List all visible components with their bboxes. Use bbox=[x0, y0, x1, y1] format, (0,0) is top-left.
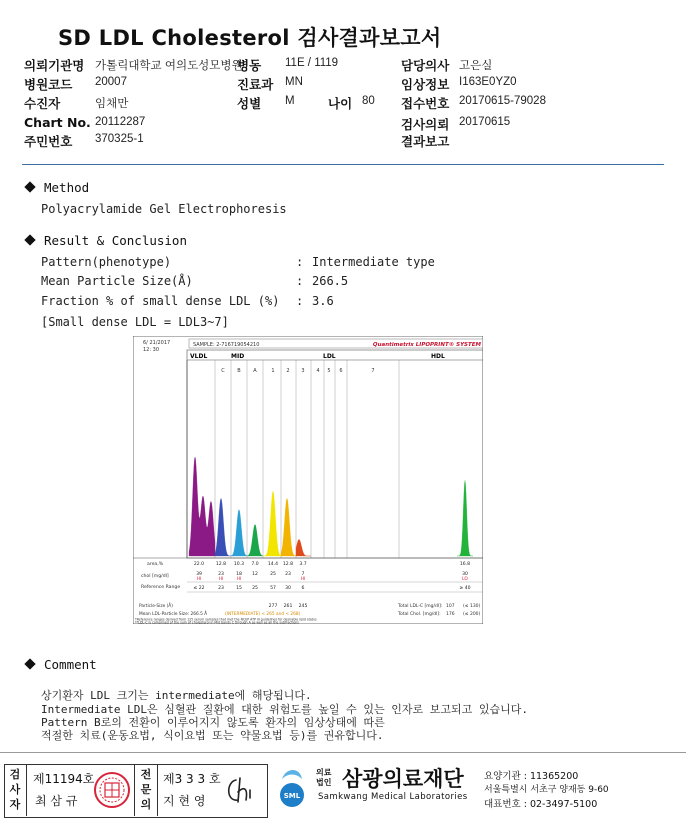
specialist-label-char: 의 bbox=[140, 798, 152, 811]
ref-value: 25 bbox=[252, 586, 258, 591]
method-heading-text: Method bbox=[44, 180, 90, 195]
corp-label bbox=[316, 768, 331, 788]
total-ldl-value: 107 bbox=[446, 604, 455, 609]
org-name: 삼광의료재단 bbox=[342, 767, 464, 791]
chol-flag: HI bbox=[196, 577, 202, 582]
report-title: SD LDL Cholesterol 검사결과보고서 bbox=[58, 26, 442, 50]
result-sep-particle-size: : bbox=[296, 274, 304, 288]
footnote-1: *Reference ranges derived from 125 serum samples that met the NCEP ATP III guidelines for desirable lipid status bbox=[135, 617, 317, 622]
ref-value: ≤ 22 bbox=[193, 586, 205, 591]
area-value: 3.7 bbox=[299, 562, 307, 567]
band-label-C: C bbox=[221, 368, 225, 374]
band-label-5: 5 bbox=[327, 368, 331, 374]
report-brand: Quantimetrix LIPOPRINT® SYSTEM bbox=[372, 342, 481, 348]
comment-line-3: Pattern B로의 전환이 이루어지지 않도록 환자의 임상상태에 따른 bbox=[41, 716, 385, 729]
ref-value: 23 bbox=[218, 586, 224, 591]
org-english-name: Samkwang Medical Laboratories bbox=[318, 792, 468, 802]
row-label-chol: chol [mg/dl] bbox=[141, 574, 169, 579]
org-info-address: 서울특별시 서초구 양재동 9-60 bbox=[484, 785, 609, 795]
value-requesting-org: 가톨릭대학교 여의도성모병원 bbox=[95, 60, 243, 72]
label-age: 나이 bbox=[328, 96, 353, 111]
chol-value: 18 bbox=[236, 572, 242, 577]
total-chol-label: Total Chol. [mg/dl]: bbox=[398, 612, 441, 617]
particle-size-value: 277 bbox=[268, 604, 278, 609]
result-label-pattern: Pattern(phenotype) bbox=[41, 255, 172, 269]
value-sex: M bbox=[285, 95, 295, 107]
value-ward: 11E / 1119 bbox=[285, 57, 339, 69]
result-value-particle-size: 266.5 bbox=[312, 274, 349, 288]
specialist-signature-icon bbox=[222, 772, 262, 808]
org-info-phone: 대표번호 : 02-3497-5100 bbox=[484, 799, 598, 810]
chol-value: 7 bbox=[301, 572, 305, 577]
value-clinical-info: I163E0YZ0 bbox=[459, 76, 517, 88]
inspector-label-char: 검 bbox=[9, 768, 21, 781]
comment-line-2: Intermediate LDL은 심혈관 질환에 대한 위험도를 높일 수 있는 인자로 보고되고 있습니다. bbox=[41, 703, 528, 716]
value-doctor: 고은실 bbox=[459, 60, 493, 72]
corp-label-line: 의료 bbox=[316, 768, 332, 777]
label-request-date: 검사의뢰 bbox=[401, 117, 450, 132]
band-label-6: 6 bbox=[339, 368, 343, 374]
hdl-area-value: 16.8 bbox=[459, 562, 471, 567]
total-ldl-ref: (≤ 130) bbox=[463, 604, 481, 609]
result-heading-text: Result & Conclusion bbox=[44, 233, 187, 248]
specialist-label-cell bbox=[134, 764, 158, 816]
label-patient: 수진자 bbox=[24, 96, 61, 111]
chol-flag: HI bbox=[218, 577, 224, 582]
section-vldl: VLDL bbox=[190, 353, 208, 360]
value-resident-no: 370325-1 bbox=[95, 133, 144, 145]
value-age: 80 bbox=[362, 95, 375, 107]
band-label-3: 3 bbox=[301, 368, 305, 374]
result-label-particle-size: Mean Particle Size(Å) bbox=[41, 274, 193, 288]
comment-line-4: 적절한 치료(운동요법, 식이요법 또는 약물요법 등)를 권유합니다. bbox=[41, 729, 384, 742]
report-frame bbox=[133, 336, 483, 624]
ref-value: 57 bbox=[270, 586, 276, 591]
value-receipt-no: 20170615-79028 bbox=[459, 95, 546, 107]
label-result-report: 결과보고 bbox=[401, 134, 450, 149]
chol-value: 25 bbox=[270, 572, 276, 577]
ref-value: 6 bbox=[301, 586, 305, 591]
corp-label-line: 법인 bbox=[316, 778, 332, 787]
band-label-4: 4 bbox=[316, 368, 320, 374]
specialist-name: 지 현 영 bbox=[163, 794, 206, 808]
value-chart-no: 20112287 bbox=[95, 116, 146, 128]
comment-heading-text: Comment bbox=[44, 657, 97, 672]
inspector-seal-icon bbox=[92, 768, 132, 812]
band-label-2: 2 bbox=[286, 368, 290, 374]
hdl-chol-value: 30 bbox=[462, 572, 468, 577]
comment-line-1: 상기환자 LDL 크기는 intermediate에 해당됩니다. bbox=[41, 689, 312, 702]
hdl-chol-flag: LO bbox=[462, 577, 468, 582]
result-note: [Small dense LDL = LDL3~7] bbox=[41, 315, 229, 329]
value-department: MN bbox=[285, 76, 303, 88]
report-sample: SAMPLE: 2-716719054210 bbox=[193, 342, 260, 348]
mean-suffix: (INTERMEDIATE) < 265 and < 268) bbox=[225, 612, 301, 617]
row-label-area: area,% bbox=[147, 562, 164, 567]
inspector-label-char: 사 bbox=[9, 783, 21, 796]
section-ldl: LDL bbox=[323, 353, 336, 360]
area-value: 12.8 bbox=[215, 562, 227, 567]
diamond-bullet-icon bbox=[24, 181, 35, 192]
report-time: 12: 30 bbox=[143, 347, 159, 353]
result-sep-pattern: : bbox=[296, 255, 304, 269]
sml-logo-text: SML bbox=[283, 792, 301, 800]
label-requesting-org: 의뢰기관명 bbox=[24, 58, 85, 73]
lipoprint-report bbox=[133, 336, 483, 624]
hdl-ref-value: ≥ 40 bbox=[459, 586, 471, 591]
row-label-mean: Mean LDL-Particle Size: 266.5 Å bbox=[139, 612, 208, 617]
org-info-code: 요양기관 : 11365200 bbox=[484, 771, 579, 782]
area-value: 7.0 bbox=[251, 562, 259, 567]
total-ldl-label: Total LDL-C [mg/dl]: bbox=[398, 604, 443, 609]
band-label-A: A bbox=[253, 368, 257, 374]
area-value: 10.3 bbox=[233, 562, 245, 567]
area-value: 14.4 bbox=[267, 562, 279, 567]
section-hdl: HDL bbox=[431, 353, 445, 360]
method-text: Polyacrylamide Gel Electrophoresis bbox=[41, 202, 287, 216]
band-label-B: B bbox=[237, 368, 241, 374]
value-request-date: 20170615 bbox=[459, 116, 511, 128]
comment-heading bbox=[26, 657, 97, 672]
method-heading bbox=[26, 180, 89, 195]
row-label-psize: Particle-Size (Å) bbox=[139, 604, 173, 609]
inspector-label-char: 자 bbox=[9, 798, 21, 811]
label-receipt-no: 접수번호 bbox=[401, 96, 450, 111]
chol-value: 12 bbox=[252, 572, 258, 577]
label-doctor: 담당의사 bbox=[401, 58, 450, 73]
particle-size-value: 261 bbox=[283, 604, 293, 609]
value-patient: 임채만 bbox=[95, 98, 129, 110]
chol-value: 23 bbox=[285, 572, 291, 577]
report-date: 6/ 21/2017 bbox=[143, 340, 171, 346]
ref-value: 15 bbox=[236, 586, 242, 591]
label-department: 진료과 bbox=[237, 77, 274, 92]
chol-flag: HI bbox=[300, 577, 306, 582]
inspector-license-no: 제11194호 bbox=[33, 772, 95, 786]
inspector-name: 최 삼 규 bbox=[35, 794, 78, 808]
total-chol-ref: (≤ 200) bbox=[463, 612, 481, 617]
footer-divider bbox=[0, 752, 686, 753]
section-mid: MID bbox=[231, 353, 245, 360]
result-sep-fraction: : bbox=[296, 294, 304, 308]
label-clinical-info: 임상정보 bbox=[401, 77, 450, 92]
specialist-label-char: 전 bbox=[140, 768, 152, 781]
specialist-license-no: 제3 3 3 호 bbox=[163, 772, 221, 786]
label-resident-no: 주민번호 bbox=[24, 134, 73, 149]
specialist-label-char: 문 bbox=[140, 783, 152, 796]
label-ward: 병동 bbox=[237, 58, 262, 73]
result-heading bbox=[26, 233, 187, 248]
result-value-fraction: 3.6 bbox=[312, 294, 334, 308]
result-label-fraction: Fraction % of small dense LDL (%) bbox=[41, 294, 280, 308]
area-value: 12.8 bbox=[282, 562, 294, 567]
ref-value: 30 bbox=[285, 586, 291, 591]
value-hospital-code: 20007 bbox=[95, 76, 127, 88]
chol-value: 23 bbox=[218, 572, 224, 577]
label-hospital-code: 병원코드 bbox=[24, 77, 73, 92]
band-label-1: 1 bbox=[271, 368, 275, 374]
inspector-label-cell bbox=[4, 764, 27, 816]
band-label-7: 7 bbox=[371, 368, 375, 374]
result-value-pattern: Intermediate type bbox=[312, 255, 435, 269]
header-divider bbox=[22, 164, 664, 165]
chol-value: 39 bbox=[196, 572, 202, 577]
area-value: 22.0 bbox=[193, 562, 205, 567]
particle-size-value: 245 bbox=[298, 604, 308, 609]
label-sex: 성별 bbox=[237, 96, 262, 111]
sml-logo-icon bbox=[272, 765, 312, 809]
diamond-bullet-icon bbox=[24, 658, 35, 669]
chol-flag: HI bbox=[236, 577, 242, 582]
footnote-2: **LDL-C is comprised of the sum of cholesterol in Mid bands C through A as well as all the subfractions bbox=[135, 620, 299, 624]
label-chart-no: Chart No. bbox=[24, 115, 91, 130]
total-chol-value: 176 bbox=[446, 612, 455, 617]
diamond-bullet-icon bbox=[24, 234, 35, 245]
row-label-ref: Reference Range bbox=[141, 585, 181, 590]
